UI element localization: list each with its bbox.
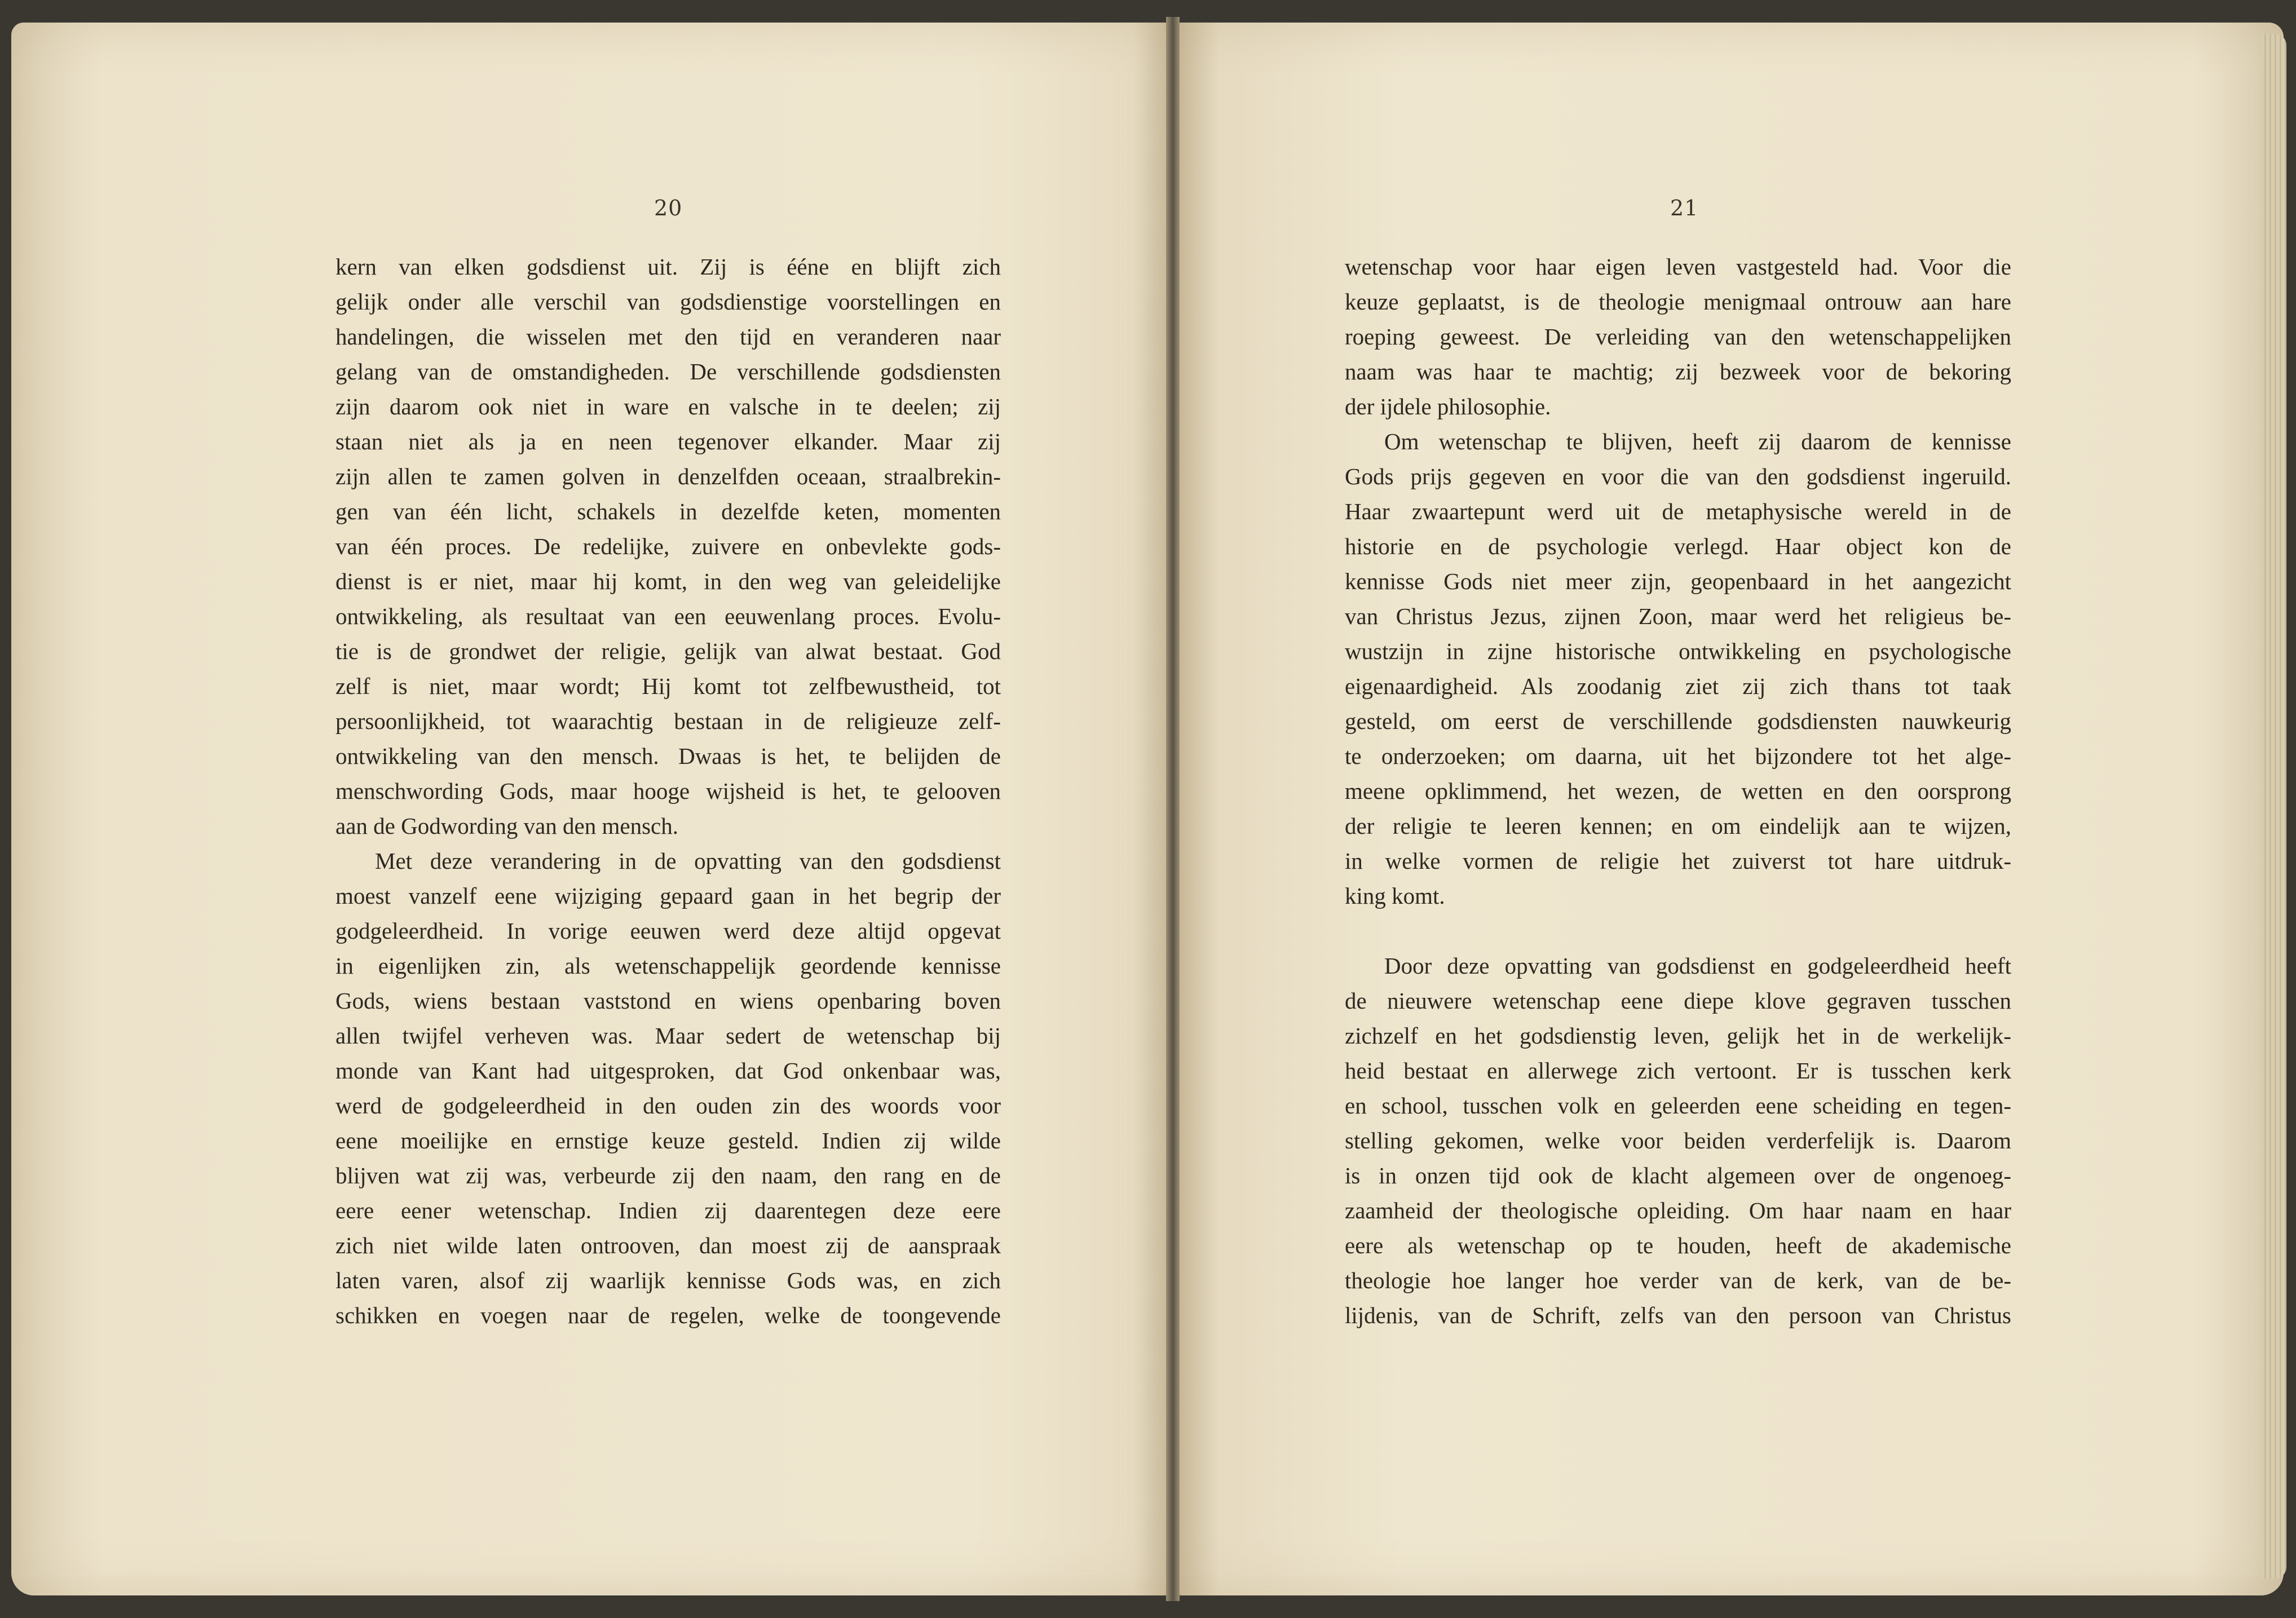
text-line: gelijk onder alle verschil van godsdienstige voorstellingen en xyxy=(335,289,1001,315)
text-line: dienst is er niet, maar hij komt, in den weg van geleidelijke xyxy=(335,568,1001,594)
text-line: zelf is niet, maar wordt; Hij komt tot zelfbewustheid, tot xyxy=(335,673,1001,699)
text-line: en school, tusschen volk en geleerden eene scheiding en tegen- xyxy=(1345,1093,2011,1119)
text-line: eigenaardigheid. Als zoodanig ziet zij zich thans tot taak xyxy=(1345,673,2011,699)
text-line: Haar zwaartepunt werd uit de metaphysische wereld in de xyxy=(1345,498,2011,524)
book-gutter xyxy=(1166,17,1180,1601)
text-line: menschwording Gods, maar hooge wijsheid is het, te gelooven xyxy=(335,778,1001,804)
text-line: der ijdele philosophie. xyxy=(1345,394,1551,419)
page-number-left: 20 xyxy=(654,196,683,220)
text-line: heid bestaat en allerwege zich vertoont. Er is tusschen kerk xyxy=(1345,1058,2011,1084)
text-line: wetenschap voor haar eigen leven vastgesteld had. Voor die xyxy=(1345,254,2011,280)
right-page-text xyxy=(1345,249,2011,1333)
text-line: wustzijn in zijne historische ontwikkeling en psychologische xyxy=(1345,638,2011,664)
text-line: meene opklimmend, het wezen, de wetten en den oorsprong xyxy=(1345,778,2011,804)
text-line: gesteld, om eerst de verschillende godsdiensten nauwkeurig xyxy=(1345,708,2011,734)
text-line: king komt. xyxy=(1345,883,1445,909)
text-line: werd de godgeleerdheid in den ouden zin des woords voor xyxy=(335,1093,1001,1119)
text-line: ontwikkeling, als resultaat van een eeuwenlang proces. Evolu- xyxy=(335,603,1001,629)
text-line: staan niet als ja en neen tegenover elkander. Maar zij xyxy=(335,428,1001,454)
left-page-text xyxy=(335,249,1001,1333)
text-line: eere als wetenschap op te houden, heeft de akademische xyxy=(1345,1232,2011,1258)
text-line: allen twijfel verheven was. Maar sedert de wetenschap bij xyxy=(335,1023,1001,1049)
text-line: Gods, wiens bestaan vaststond en wiens openbaring boven xyxy=(335,988,1001,1014)
text-line: monde van Kant had uitgesproken, dat God onkenbaar was, xyxy=(335,1058,1001,1084)
text-line: zijn allen te zamen golven in denzelfden oceaan, straalbrekin- xyxy=(335,463,1001,489)
text-line: tie is de grondwet der religie, gelijk van alwat bestaat. God xyxy=(335,638,1001,664)
text-line: blijven wat zij was, verbeurde zij den naam, den rang en de xyxy=(335,1162,1001,1188)
text-line: zichzelf en het godsdienstig leven, gelijk het in de werkelijk- xyxy=(1345,1023,2011,1049)
text-line: Door deze opvatting van godsdienst en godgeleerdheid heeft xyxy=(1384,953,2011,979)
text-line: zich niet wilde laten ontrooven, dan moest zij de aanspraak xyxy=(335,1232,1001,1258)
page-number-right: 21 xyxy=(1670,196,1699,220)
text-line: keuze geplaatst, is de theologie menigmaal ontrouw aan hare xyxy=(1345,289,2011,315)
text-line: aan de Godwording van den mensch. xyxy=(335,813,678,839)
text-line: laten varen, alsof zij waarlijk kennisse Gods was, en zich xyxy=(335,1267,1001,1293)
text-line: historie en de psychologie verlegd. Haar object kon de xyxy=(1345,533,2011,559)
text-line: handelingen, die wisselen met den tijd en veranderen naar xyxy=(335,324,1001,350)
text-line: van één proces. De redelijke, zuivere en onbevlekte gods- xyxy=(335,533,1001,559)
text-line: Om wetenschap te blijven, heeft zij daarom de kennisse xyxy=(1384,428,2011,454)
text-line: kennisse Gods niet meer zijn, geopenbaard in het aangezicht xyxy=(1345,568,2011,594)
text-line: roeping geweest. De verleiding van den wetenschappelijken xyxy=(1345,324,2011,350)
text-line: gen van één licht, schakels in dezelfde keten, momenten xyxy=(335,498,1001,524)
text-line: van Christus Jezus, zijnen Zoon, maar werd het religieus be- xyxy=(1345,603,2011,629)
text-line: eene moeilijke en ernstige keuze gesteld. Indien zij wilde xyxy=(335,1128,1001,1153)
text-line: kern van elken godsdienst uit. Zij is ééne en blijft zich xyxy=(335,254,1001,280)
text-line: stelling gekomen, welke voor beiden verderfelijk is. Daarom xyxy=(1345,1128,2011,1153)
page-edges xyxy=(2261,34,2286,1579)
text-line: ontwikkeling van den mensch. Dwaas is het, te belijden de xyxy=(335,743,1001,769)
text-line: Gods prijs gegeven en voor die van den godsdienst ingeruild. xyxy=(1345,463,2011,489)
text-line: zijn daarom ook niet in ware en valsche in te deelen; zij xyxy=(335,394,1001,419)
text-line: in welke vormen de religie het zuiverst tot hare uitdruk- xyxy=(1345,848,2011,874)
text-line: in eigenlijken zin, als wetenschappelijk geordende kennisse xyxy=(335,953,1001,979)
text-line: eere eener wetenschap. Indien zij daarentegen deze eere xyxy=(335,1197,1001,1223)
text-line: naam was haar te machtig; zij bezweek voor de bekoring xyxy=(1345,359,2011,384)
text-line: te onderzoeken; om daarna, uit het bijzondere tot het alge- xyxy=(1345,743,2011,769)
text-line: der religie te leeren kennen; en om eindelijk aan te wijzen, xyxy=(1345,813,2011,839)
text-line: godgeleerdheid. In vorige eeuwen werd deze altijd opgevat xyxy=(335,918,1001,944)
text-line: de nieuwere wetenschap eene diepe klove gegraven tusschen xyxy=(1345,988,2011,1014)
text-line: Met deze verandering in de opvatting van den godsdienst xyxy=(375,848,1001,874)
text-line: schikken en voegen naar de regelen, welke de toongevende xyxy=(335,1302,1001,1328)
text-line: persoonlijkheid, tot waarachtig bestaan in de religieuze zelf- xyxy=(335,708,1001,734)
text-line: is in onzen tijd ook de klacht algemeen over de ongenoeg- xyxy=(1345,1162,2011,1188)
text-line: theologie hoe langer hoe verder van de kerk, van de be- xyxy=(1345,1267,2011,1293)
text-line: zaamheid der theologische opleiding. Om haar naam en haar xyxy=(1345,1197,2011,1223)
text-line: moest vanzelf eene wijziging gepaard gaan in het begrip der xyxy=(335,883,1001,909)
text-line: lijdenis, van de Schrift, zelfs van den persoon van Christus xyxy=(1345,1302,2011,1328)
text-line: gelang van de omstandigheden. De verschillende godsdiensten xyxy=(335,359,1001,384)
section-break xyxy=(1345,913,2011,948)
